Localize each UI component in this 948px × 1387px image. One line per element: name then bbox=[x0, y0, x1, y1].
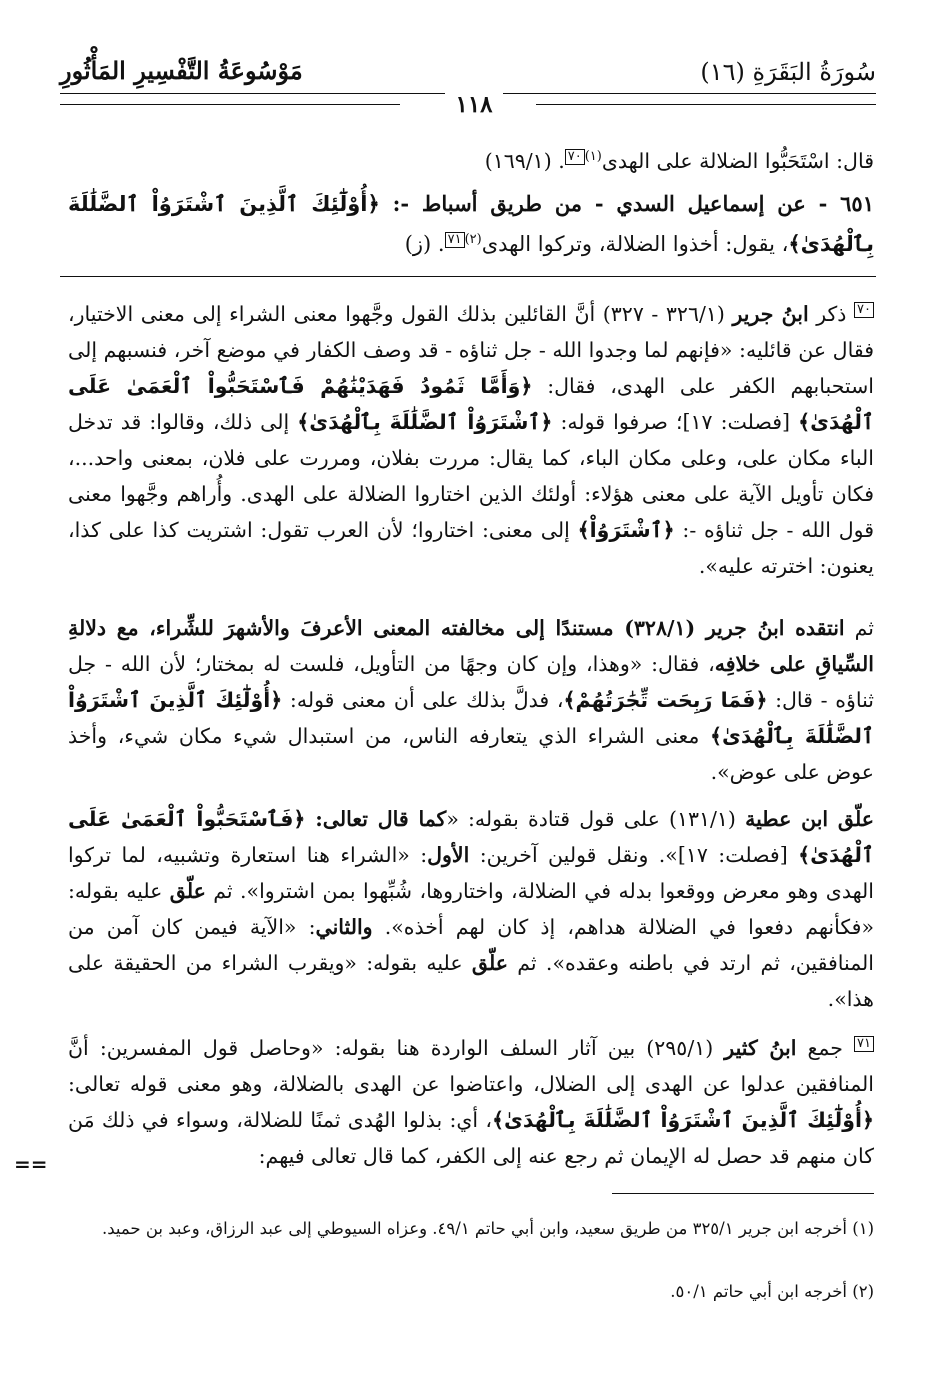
continuation-mark: == bbox=[14, 1152, 48, 1176]
note-number-box: ٧١ bbox=[854, 1036, 874, 1052]
quran-verse: ﴿وَأَمَّا ثَمُودُ فَهَدَيْنَٰهُمْ فَٱسْتَحَبُّواْ ٱلْعَمَىٰ عَلَى ٱلْهُدَىٰ﴾ bbox=[68, 374, 875, 434]
surah-title: سُورَةُ البَقَرَةِ (١٦) bbox=[700, 58, 876, 86]
narration-651: ٦٥١ - عن إسماعيل السدي - من طريق أسباط -: ﴿أُوْلَٰٓئِكَ ٱلَّذِينَ ٱشْتَرَوُاْ ٱلضَّلَٰلَةَ بِٱلْهُدَىٰ﴾، يقول: أخذوا الضلالة، وتركوا الهدى$^{(٢)}$٧١. (ز) bbox=[68, 191, 874, 256]
quran-verse: ﴿أُوْلَٰٓئِكَ ٱلَّذِينَ ٱشْتَرَوُاْ ٱلضَّلَٰلَةَ بِٱلْهُدَىٰ﴾ bbox=[68, 192, 874, 256]
book-title: مَوْسُوعَةُ التَّفْسِيرِ المَأْثُورِ bbox=[60, 56, 303, 85]
footnote-separator bbox=[612, 1193, 874, 1194]
quran-verse: ﴿فَٱسْتَحَبُّواْ ٱلْعَمَىٰ عَلَى ٱلْهُدَىٰ﴾ bbox=[68, 807, 874, 867]
footnote-2: (٢) أخرجه ابن أبي حاتم ٥٠/١. bbox=[670, 1282, 874, 1301]
page-number: ١١٨ bbox=[0, 91, 948, 118]
note-number-box: ٧٠ bbox=[854, 302, 874, 318]
note-71: ٧١ جمع ابنُ كثير (٢٩٥/١) بين آثار السلف الواردة هنا بقوله: «وحاصل قول المفسرين: أنَّ المنافقين عدلوا عن الهدى إلى الضلال، واعتاضوا عن الهدى بالضلالة، وهو معنى قوله تعالى: ﴿أُوْلَٰٓئِكَ ٱلَّذِينَ ٱشْتَرَوُاْ ٱلضَّلَٰلَةَ بِٱلْهُدَىٰ﴾، أي: بذلوا الهُدى ثمنًا للضلالة، وسواء في ذلك مَن كان منهم قد حصل له الإيمان ثم رجع عنه إلى الكفر، كما قال تعالى فيهم: bbox=[68, 1036, 874, 1168]
quran-verse: ﴿ٱشْتَرَوُاْ﴾ bbox=[577, 518, 675, 542]
running-header bbox=[60, 52, 876, 92]
note-70: ٧٠ ذكر ابنُ جرير (٣٢٦/١ - ٣٢٧) أنَّ القائلين بذلك القول وجَّهوا معنى الشراء إلى معنى الاختيار، فقال عن قائليه: «فإنهم لما وجدوا الله - جل ثناؤه - قد وصف الكفار في موضع آخر، فنسبهم إلى استحبابهم الكفر على الهدى، فقال: ﴿وَأَمَّا ثَمُودُ فَهَدَيْنَٰهُمْ فَٱسْتَحَبُّواْ ٱلْعَمَىٰ عَلَى ٱلْهُدَىٰ﴾ [فصلت: ١٧]؛ صرفوا قوله: ﴿ٱشْتَرَوُاْ ٱلضَّلَٰلَةَ بِٱلْهُدَىٰ﴾ إلى ذلك، وقالوا: قد تدخل الباء مكان على، وعلى مكان الباء، كما يقال: مررت بفلان، ومررت على فلان، بمعنى واحد...، فكان تأويل الآية على معنى هؤلاء: أولئك الذين اختاروا الضلالة على الهدى. وأُراهم وجَّهوا معنى قول الله - جل ثناؤه -: ﴿ٱشْتَرَوُاْ﴾ إلى معنى: اختاروا؛ لأن العرب تقول: اشتريت كذا على كذا، يعنون: اخترته عليه». bbox=[68, 302, 875, 578]
quran-verse: ﴿ٱشْتَرَوُاْ ٱلضَّلَٰلَةَ بِٱلْهُدَىٰ﴾ bbox=[297, 410, 553, 434]
note-ref-box: ٧٠ bbox=[565, 149, 585, 165]
note-70-ibn-atiyyah: علّق ابن عطية (١٣١/١) على قول قتادة بقوله: «كما قال تعالى: ﴿فَٱسْتَحَبُّواْ ٱلْعَمَىٰ عَلَى ٱلْهُدَىٰ﴾ [فصلت: ١٧]». ونقل قولين آخرين: الأول: «الشراء هنا استعارة وتشبيه، لما تركوا الهدى وهو معرض ووقعوا بدله في الضلالة، واختاروها، شُبِّهوا بمن اشتروا». ثم علّق عليه بقوله: «فكأنهم دفعوا في الضلالة هداهم، إذ كان لهم أخذه». والثاني: «الآية فيمن كان آمن من المنافقين، ثم ارتد في باطنه وعقده». ثم علّق عليه بقوله: «ويقرب الشراء من الحقيقة على هذا». bbox=[68, 807, 875, 1011]
quran-verse: ﴿فَمَا رَبِحَت تِّجَٰرَتُهُمْ﴾ bbox=[563, 688, 768, 712]
footnote-1: (١) أخرجه ابن جرير ٣٢٥/١ من طريق سعيد، وابن أبي حاتم ٤٩/١. وعزاه السيوطي إلى عبد الرزاق، وعبد بن حميد. bbox=[101, 1219, 874, 1238]
quran-verse: ﴿أُوْلَٰٓئِكَ ٱلَّذِينَ ٱشْتَرَوُاْ ٱلضَّلَٰلَةَ بِٱلْهُدَىٰ﴾ bbox=[68, 688, 874, 748]
section-separator bbox=[60, 276, 876, 277]
main-line-1: قال: اسْتَحَبُّوا الضلالة على الهدى$^{(١)}$٧٠. (١٦٩/١) bbox=[484, 148, 874, 173]
note-ref-box: ٧١ bbox=[445, 232, 465, 248]
quran-verse: ﴿أُوْلَٰٓئِكَ ٱلَّذِينَ ٱشْتَرَوُاْ ٱلضَّلَٰلَةَ بِٱلْهُدَىٰ﴾ bbox=[492, 1108, 874, 1132]
narration-number: ٦٥١ - عن إسماعيل السدي - من طريق أسباط -: bbox=[379, 191, 874, 216]
note-70-critique: ثم انتقده ابنُ جرير (٣٢٨/١) مستندًا إلى مخالفته المعنى الأعرفَ والأشهرَ للشِّراء، مع دلالةِ السِّياقِ على خلافِه، فقال: «وهذا، وإن كان وجهًا من التأويل، فلست له بمختار؛ لأن الله - جل ثناؤه - قال: ﴿فَمَا رَبِحَت تِّجَٰرَتُهُمْ﴾، فدلَّ بذلك على أن معنى قوله: ﴿أُوْلَٰٓئِكَ ٱلَّذِينَ ٱشْتَرَوُاْ ٱلضَّلَٰلَةَ بِٱلْهُدَىٰ﴾ معنى الشراء الذي يتعارفه الناس، من استبدال شيء مكان شيء، وأخذ عوض على عوض». bbox=[68, 616, 875, 784]
